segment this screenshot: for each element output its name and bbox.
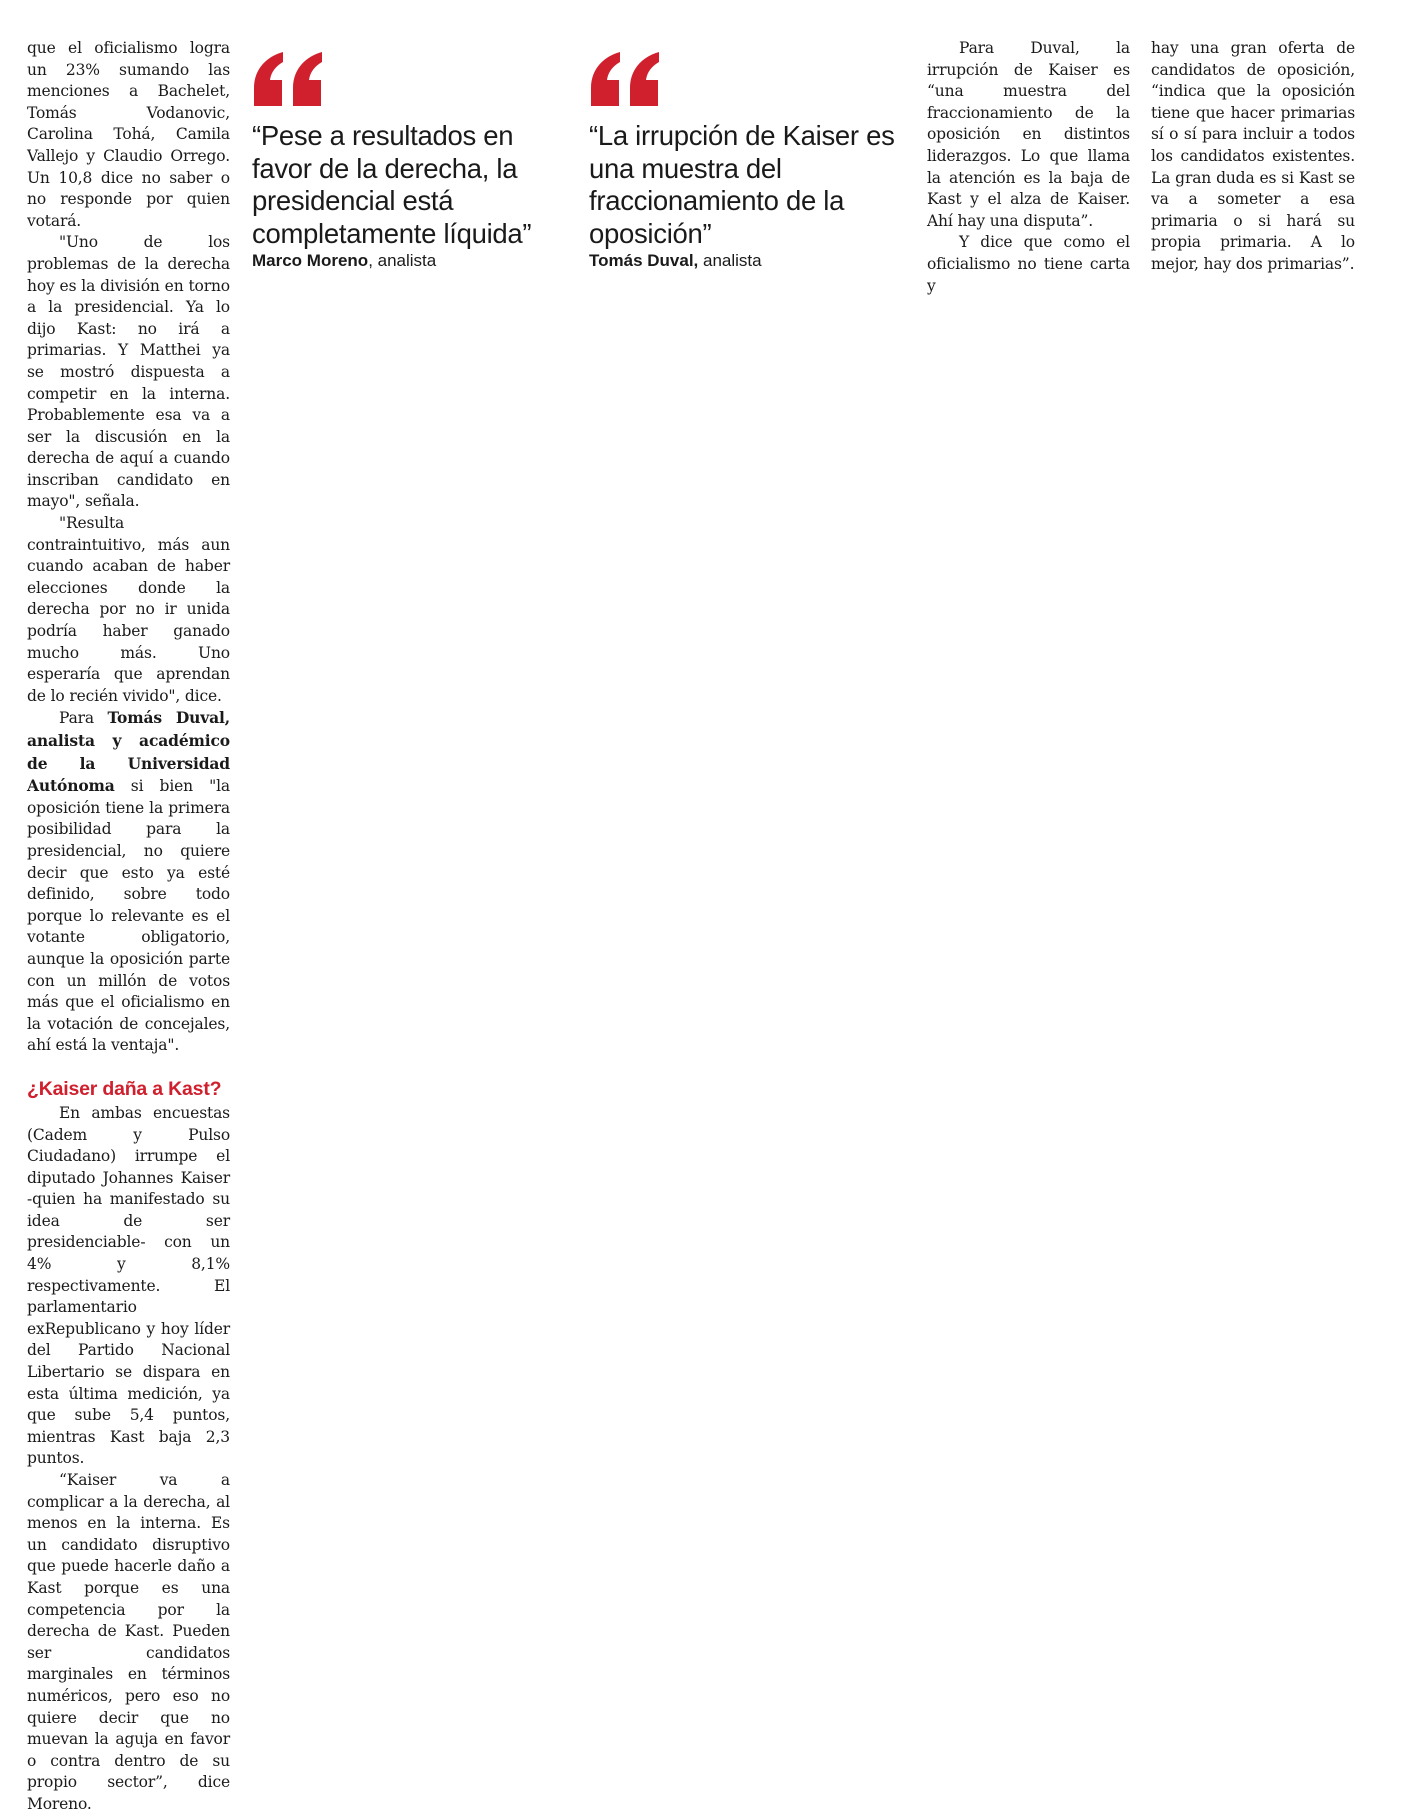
paragraph: “Kaiser va a complicar a la derecha, al menos en la interna. Es un candidato disruptivo que puede hacerle daño a Kast porque es una competencia por la derecha de Kast. Pueden ser candidatos marginales en términos numéricos, pero eso no quiere decir que no muevan la aguja en favor o contra dentro de su propio sector”, dice Moreno. [27,1471,230,1813]
paragraph: "Resulta contraintuitivo, más aun cuando acaban de haber elecciones donde la derecha por no ir unida podría haber ganado mucho más. Uno esperaría que aprendan de lo recién vivido", dice. [27,514,230,705]
article-column-4 [927,38,1130,297]
paragraph: Y dice que como el oficialismo no tiene carta y [927,233,1130,295]
attribution-role: analista [698,251,762,270]
attribution-name: Tomás Duval, [589,251,699,270]
pull-quote-attribution [589,251,909,271]
attribution-name: Marco Moreno [252,251,369,270]
paragraph: En ambas encuestas (Cadem y Pulso Ciudadano) irrumpe el diputado Johannes Kaiser -quien ha manifestado su idea de ser presidenciable- con un 4% y 8,1% respectivamente. El parlamentario exRepublicano y hoy líder del Partido Nacional Libertario se dispara en esta última medición, ya que sube 5,4 puntos, mientras Kast baja 2,3 puntos. [27,1103,230,1468]
attribution-role: , analista [368,251,437,270]
article-column-5 [1151,38,1355,276]
paragraph: hay una gran oferta de candidatos de oposición, “indica que la oposición tiene que hacer primarias sí o sí para incluir a todos los candidatos existentes. La gran duda es si Kast se va a someter a esa primaria o si hará su propia primaria. A lo mejor, hay dos primarias”. [1151,39,1355,273]
pull-quote-duval [589,50,909,271]
pull-quote-moreno [252,50,572,271]
source-name-bold: Tomás Duval, analista y académico de la Universidad Autónoma [27,708,230,796]
pull-quote-attribution [252,251,572,271]
paragraph: que el oficialismo logra un 23% sumando las menciones a Bachelet, Tomás Vodanovic, Carolina Tohá, Camila Vallejo y Claudio Orrego. Un 10,8 dice no saber o no responde por quien votará. [27,39,230,230]
section-subhead: ¿Kaiser daña a Kast? [27,1077,222,1100]
paragraph: "Uno de los problemas de la derecha hoy es la división en torno a la presidencial. Ya lo dijo Kast: no irá a primarias. Y Matthei ya se mostró dispuesta a competir en la interna. Probablemente esa va a ser la discusión en la derecha de aquí a cuando inscriban candidato en mayo", señala. [27,233,230,511]
quote-mark-icon [252,50,324,108]
pull-quote-text: “Pese a resultados en favor de la derecha, la presidencial está completamente líquida” [252,120,532,249]
pull-quote-text: “La irrupción de Kaiser es una muestra del fraccionamiento de la oposición” [589,120,895,249]
paragraph [27,707,230,1057]
paragraph: Para Duval, la irrupción de Kaiser es “una muestra del fraccionamiento de la oposición en distintos liderazgos. Lo que llama la atención es la baja de Kast y el alza de Kaiser. Ahí hay una disputa”. [927,39,1130,230]
quote-mark-icon [589,50,661,108]
paragraph-rest: si bien "la oposición tiene la primera posibilidad para la presidencial, no quiere decir que esto ya esté definido, sobre todo porque lo relevante es el votante obligatorio, aunque la oposición parte con un millón de votos más que el oficialismo en la votación de concejales, ahí está la ventaja". [27,777,230,1055]
paragraph-lead: Para [59,709,108,728]
article-column-1 [27,38,230,1816]
